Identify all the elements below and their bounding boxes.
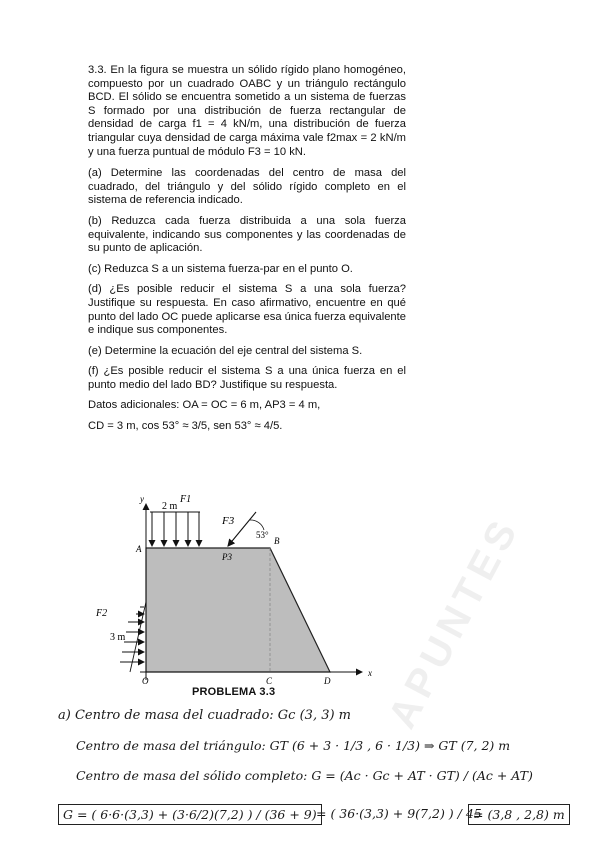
problem-figure <box>80 490 380 710</box>
f2-label: F2 <box>96 608 108 619</box>
distributed-load-f1 <box>150 512 200 546</box>
label-p3: P3 <box>222 552 232 562</box>
label-x: x <box>368 668 372 678</box>
f1-label: F1 <box>180 494 192 505</box>
label-y: y <box>140 494 144 504</box>
label-a: A <box>136 544 142 554</box>
handwritten-line-4-mid: = ( 36·(3,3) + 9(7,2) ) / 45 <box>316 806 482 821</box>
figure-caption: PROBLEMA 3.3 <box>192 686 276 698</box>
dim-2m-label: 2 m <box>162 501 178 512</box>
handwritten-line-1: a) Centro de masa del cuadrado: Gc (3, 3) m <box>58 708 352 723</box>
handwritten-line-3: Centro de masa del sólido completo: G = (Ac · Gc + AT · GT) / (Ac + AT) <box>76 768 533 783</box>
label-o: O <box>142 676 149 686</box>
part-b: (b) Reduzca cada fuerza distribuida a una sola fuerza equivalente, indicando sus componentes y las coordenadas de su punto de aplicación. <box>88 214 406 255</box>
f3-label: F3 <box>222 515 235 527</box>
rigid-body <box>146 548 330 672</box>
angle-arc <box>250 520 264 530</box>
part-c: (c) Reduzca S a un sistema fuerza-par en el punto O. <box>88 262 353 275</box>
handwritten-line-4-lhs: G = ( 6·6·(3,3) + (3·6/2)(7,2) ) / (36 + 9) <box>58 804 322 825</box>
handwritten-line-2: Centro de masa del triángulo: GT (6 + 3 · 1/3 , 6 · 1/3) ⇒ GT (7, 2) m <box>76 738 511 753</box>
watermark: APUNTES <box>379 509 529 736</box>
angle-label: 53° <box>256 530 269 540</box>
problem-statement <box>88 64 406 441</box>
part-e: (e) Determine la ecuación del eje central del sistema S. <box>88 344 363 357</box>
label-d: D <box>324 676 331 686</box>
part-a: (a) Determine las coordenadas del centro de masa del cuadrado, del triángulo y del sólido rígido completo en el sistema de referencia indicado. <box>88 167 406 207</box>
dim-3m-label: 3 m <box>110 632 126 643</box>
data-line-2: CD = 3 m, cos 53° ≈ 3/5, sen 53° ≈ 4/5. <box>88 420 283 433</box>
label-b: B <box>274 536 280 546</box>
part-f: (f) ¿Es posible reducir el sistema S a una única fuerza en el punto medio del lado BD? Justifique su respuesta. <box>88 365 406 391</box>
handwritten-result: = (3,8 , 2,8) m <box>468 804 570 825</box>
label-c: C <box>266 676 273 686</box>
problem-intro: 3.3. En la figura se muestra un sólido rígido plano homogéneo, compuesto por un cuadrado OABC y un triángulo rectángulo BCD. El sólido se encuentra sometido a un sistema de fuerzas S formado por una distribución de fuerza rectangular de densidad de carga f1 = 4 kN/m, una distribución de fuerza triangular cuya densidad de carga máxima vale f2max = 2 kN/m y una fuerza puntual de módulo F3 = 10 kN. <box>88 64 406 158</box>
data-line-1: Datos adicionales: OA = OC = 6 m, AP3 = 4 m, <box>88 399 321 412</box>
part-d: (d) ¿Es posible reducir el sistema S a una sola fuerza? Justifique su respuesta. En caso afirmativo, encuentre en qué punto del lado OC puede aplicarse esa única fuerza equivalente e indique sus componentes. <box>88 283 406 337</box>
